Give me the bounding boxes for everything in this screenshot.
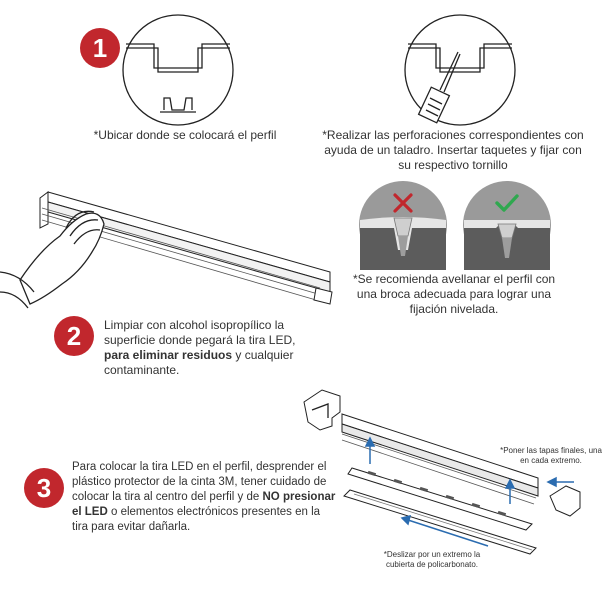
slide-cover-note: *Deslizar por un extremo la cubierta de policarbonato. [383, 550, 481, 569]
step-3-badge [24, 468, 64, 508]
profile-placement-illustration [118, 12, 238, 132]
countersink-note: *Se recomienda avellanar el perfil con una broca adecuada para lograr una fijación nivelada. [352, 272, 556, 316]
step-2-text-bold: para eliminar residuos [104, 348, 233, 362]
cleaning-illustration [0, 180, 340, 320]
step-3-text-pre: Para colocar la tira LED en el perfil, desprender el plástico protector de la cinta 3M, tener cuidado de colocar la tira al centro del perfil y de [72, 461, 327, 503]
drilling-illustration [400, 12, 520, 132]
step-3-number: 3 [36, 472, 52, 503]
x-icon [392, 192, 414, 214]
step-3-text [72, 460, 336, 535]
endcaps-note: *Poner las tapas finales, una en cada extremo. [500, 446, 602, 465]
step-3-text-post: o elementos electrónicos presentes en la tira para evitar dañarla. [72, 506, 321, 533]
step-2-text-pre: Limpiar con alcohol isopropílico la superficie donde pegará la tira LED, [104, 318, 296, 347]
step-1-caption-a: *Ubicar donde se colocará el perfil [93, 128, 277, 142]
step-1-caption-b: *Realizar las perforaciones correspondientes con ayuda de un taladro. Insertar taquetes y fijar con su respectivo tornillo [322, 128, 584, 172]
step-2-text-post: y cualquier contaminante. [104, 348, 294, 377]
step-1-number: 1 [92, 32, 108, 63]
step-2-badge [54, 316, 94, 356]
step-3-text-bold: NO presionar el LED [72, 491, 336, 518]
led-strip-assembly-illustration [298, 378, 598, 558]
step-2-text [104, 318, 314, 378]
step-1-badge [80, 28, 120, 68]
check-icon [494, 192, 520, 214]
step-2-number: 2 [66, 320, 82, 351]
